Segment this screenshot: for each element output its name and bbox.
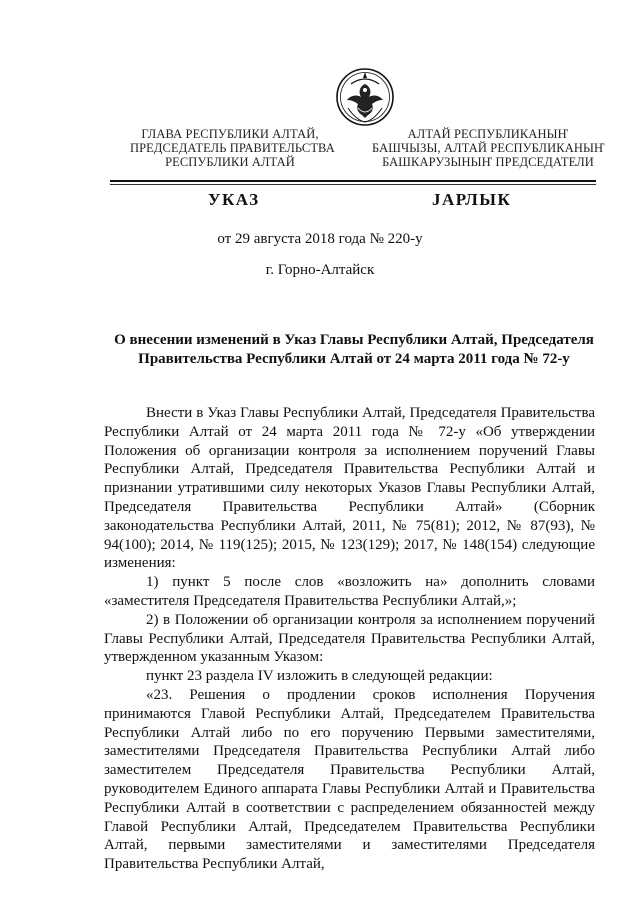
body-paragraph: пункт 23 раздела IV изложить в следующей редакции: [146,668,493,685]
doc-type-russian: УКАЗ [208,190,260,209]
header-right-line: БАШКАРУЗЫНЫҤ ПРЕДСЕДАТЕЛИ [382,155,594,169]
decree-title: О внесении изменений в Указ Главы Республики Алтай, Председателя Правительства Республики Алтай от 24 марта 2011 года № 72-у [114,332,594,367]
header-left-line: ПРЕДСЕДАТЕЛЬ ПРАВИТЕЛЬСТВА [130,141,335,155]
coat-of-arms-emblem [334,64,396,128]
decree-body [104,404,595,874]
header-divider-thin [110,184,596,185]
body-paragraph: 2) в Положении об организации контроля за исполнением поручений Главы Республики Алтай, Председателя Правительства Республики Алтай, утвержденном указанным Указом: [104,611,595,666]
body-paragraph: 1) пункт 5 после слов «возложить на» дополнить словами «заместителя Председателя Правительства Республики Алтай,»; [104,574,595,609]
header-right-line: АЛТАЙ РЕСПУБЛИКАНЫҤ [407,127,569,141]
header-left-line: ГЛАВА РЕСПУБЛИКИ АЛТАЙ, [141,127,319,141]
header-right-block [372,127,604,169]
header-divider-thick [110,180,596,182]
header-right-line: БАШЧЫЗЫ, АЛТАЙ РЕСПУБЛИКАНЫҤ [372,141,605,155]
decree-date-number: от 29 августа 2018 года № 220-у [217,231,423,247]
body-paragraph: Внести в Указ Главы Республики Алтай, Председателя Правительства Республики Алтай от 24 марта 2011 года № 72-у «Об утверждении Положения об организации контроля за исполнением поручений Главы Республики Алтай, Председателя Правительства Республики Алтай и признании утратившими силу некоторых Указов Главы Республики Алтай, Председателя Правительства Республики Алтай» (Сборник законодательства Республики Алтай, 2011, № 75(81); 2012, № 87(93), № 94(100); 2014, № 119(125); 2015, № 123(129); 2017, № 148(154) следующие изменения: [104,405,595,572]
decree-city: г. Горно-Алтайск [265,262,375,278]
header-left-block [130,127,335,169]
doc-type-altai: JАРЛЫК [432,190,512,209]
body-paragraph: «23. Решения о продлении сроков исполнения Поручения принимаются Главой Республики Алтай, Председателем Правительства Республики Алтай либо по его поручению Первыми заместителями, заместителями Председателя Правительства Республики Алтай либо заместителем Председателя Правительства Республики Алтай, руководителем Единого аппарата Главы Республики Алтай и Правительства Республики Алтай в соответствии с распределением обязанностей между Главой Республики Алтай, Председателем Правительства Республики Алтай, первыми заместителями и заместителями Председателя Правительства Республики Алтай, [104,686,595,873]
header-left-line: РЕСПУБЛИКИ АЛТАЙ [165,155,295,169]
